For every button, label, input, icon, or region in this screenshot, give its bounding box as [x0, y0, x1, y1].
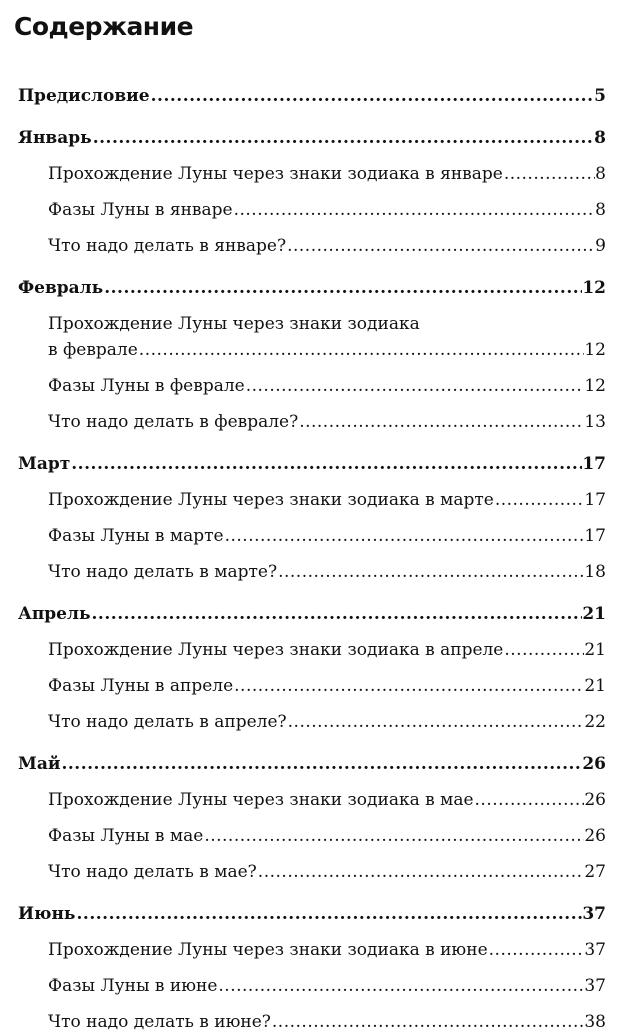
toc-chapter-title: Март [18, 454, 71, 474]
toc-page-number: 21 [584, 640, 606, 660]
toc-section-entry[interactable] [48, 162, 606, 186]
toc-chapter-title: Январь [18, 128, 92, 148]
dot-leader [233, 674, 584, 698]
toc-section-entry[interactable] [48, 974, 606, 998]
toc-section-entry[interactable] [48, 488, 606, 512]
dot-leader [203, 824, 584, 848]
toc-page-number: 17 [584, 490, 606, 510]
toc-page-number: 8 [595, 164, 606, 184]
toc-section-entry[interactable] [48, 374, 606, 398]
toc-page-number: 17 [584, 526, 606, 546]
toc-section-title: Что надо делать в апреле? [48, 712, 287, 732]
toc-chapter-title: Апрель [18, 604, 91, 624]
dot-leader [257, 860, 585, 884]
dot-leader [224, 524, 585, 548]
dot-leader [233, 198, 596, 222]
dot-leader [474, 788, 585, 812]
dot-leader [245, 374, 585, 398]
toc-page-number: 18 [584, 562, 606, 582]
dot-leader [503, 162, 595, 186]
dot-leader [150, 84, 595, 108]
dot-leader [503, 638, 584, 662]
toc-section-entry[interactable] [48, 234, 606, 258]
toc-section-entry[interactable] [48, 788, 606, 812]
toc-page-number: 27 [584, 862, 606, 882]
toc-chapter-entry[interactable] [18, 126, 606, 150]
toc-page-number: 8 [595, 200, 606, 220]
toc-section-title-line: Прохождение Луны через знаки зодиака [48, 314, 420, 334]
dot-leader [103, 276, 582, 300]
dot-leader [277, 560, 584, 584]
toc-section-title: Прохождение Луны через знаки зодиака в марте [48, 490, 494, 510]
dot-leader [298, 410, 584, 434]
toc-page-number: 12 [582, 278, 606, 298]
toc-section-entry[interactable] [48, 938, 606, 962]
toc-section-entry[interactable] [48, 410, 606, 434]
toc-section-entry[interactable] [48, 638, 606, 662]
toc-section-title: Фазы Луны в июне [48, 976, 218, 996]
toc-page-number: 17 [582, 454, 606, 474]
toc-section-entry[interactable] [48, 1010, 606, 1034]
dot-leader [91, 602, 583, 626]
toc-page-number: 22 [584, 712, 606, 732]
toc-section-title: Что надо делать в марте? [48, 562, 278, 582]
toc-section-entry[interactable] [48, 560, 606, 584]
dot-leader [70, 452, 582, 476]
dot-leader [271, 1010, 584, 1034]
toc-section-title: Что надо делать в январе? [48, 236, 287, 256]
toc-page-number: 26 [584, 826, 606, 846]
toc-page-number: 13 [584, 412, 606, 432]
toc-page-number: 21 [584, 676, 606, 696]
toc-chapter-entry[interactable] [18, 902, 606, 926]
dot-leader [286, 234, 595, 258]
toc-section-title: в феврале [48, 340, 138, 360]
toc-chapter-entry[interactable] [18, 276, 606, 300]
dot-leader [75, 902, 582, 926]
dot-leader [92, 126, 594, 150]
toc-heading: Содержание [14, 12, 194, 41]
toc-chapter-entry[interactable] [18, 84, 606, 108]
toc-section-entry[interactable] [48, 860, 606, 884]
toc-section-title: Фазы Луны в январе [48, 200, 233, 220]
dot-leader [494, 488, 585, 512]
toc-section-title: Что надо делать в феврале? [48, 412, 299, 432]
toc-section-title: Фазы Луны в феврале [48, 376, 245, 396]
toc-section-entry[interactable] [48, 674, 606, 698]
toc-chapter-title: Июнь [18, 904, 76, 924]
toc-page-number: 37 [584, 976, 606, 996]
toc-page-number: 8 [594, 128, 606, 148]
toc-section-title: Что надо делать в июне? [48, 1012, 271, 1032]
toc-section-title: Фазы Луны в апреле [48, 676, 234, 696]
toc-section-entry[interactable] [48, 824, 606, 848]
toc-chapter-entry[interactable] [18, 752, 606, 776]
toc-section-entry[interactable] [48, 338, 606, 362]
toc-chapter-title: Май [18, 754, 61, 774]
toc-section-title: Прохождение Луны через знаки зодиака в апреле [48, 640, 504, 660]
toc-section-entry[interactable] [48, 198, 606, 222]
toc-page-number: 38 [584, 1012, 606, 1032]
toc-page-number: 12 [584, 340, 606, 360]
toc-section-entry[interactable] [48, 710, 606, 734]
toc-page-number: 26 [584, 790, 606, 810]
toc-section-title: Прохождение Луны через знаки зодиака в июне [48, 940, 488, 960]
toc-page-number: 12 [584, 376, 606, 396]
toc-chapter-title: Февраль [18, 278, 104, 298]
toc-section-title: Прохождение Луны через знаки зодиака в январе [48, 164, 503, 184]
toc-page-number: 37 [582, 904, 606, 924]
dot-leader [138, 338, 585, 362]
toc-section-title: Фазы Луны в мае [48, 826, 204, 846]
toc-section-entry[interactable] [48, 524, 606, 548]
dot-leader [217, 974, 584, 998]
toc-page-number: 5 [594, 86, 606, 106]
toc-chapter-entry[interactable] [18, 452, 606, 476]
toc-section-title: Прохождение Луны через знаки зодиака в мае [48, 790, 474, 810]
dot-leader [287, 710, 585, 734]
toc-page-number: 9 [595, 236, 606, 256]
toc-section-title: Фазы Луны в марте [48, 526, 224, 546]
toc-page-number: 21 [582, 604, 606, 624]
toc-chapter-title: Предисловие [18, 86, 150, 106]
toc-page-number: 26 [582, 754, 606, 774]
dot-leader [60, 752, 582, 776]
toc-section-title: Что надо делать в мае? [48, 862, 257, 882]
toc-chapter-entry[interactable] [18, 602, 606, 626]
dot-leader [488, 938, 585, 962]
toc-page-number: 37 [584, 940, 606, 960]
